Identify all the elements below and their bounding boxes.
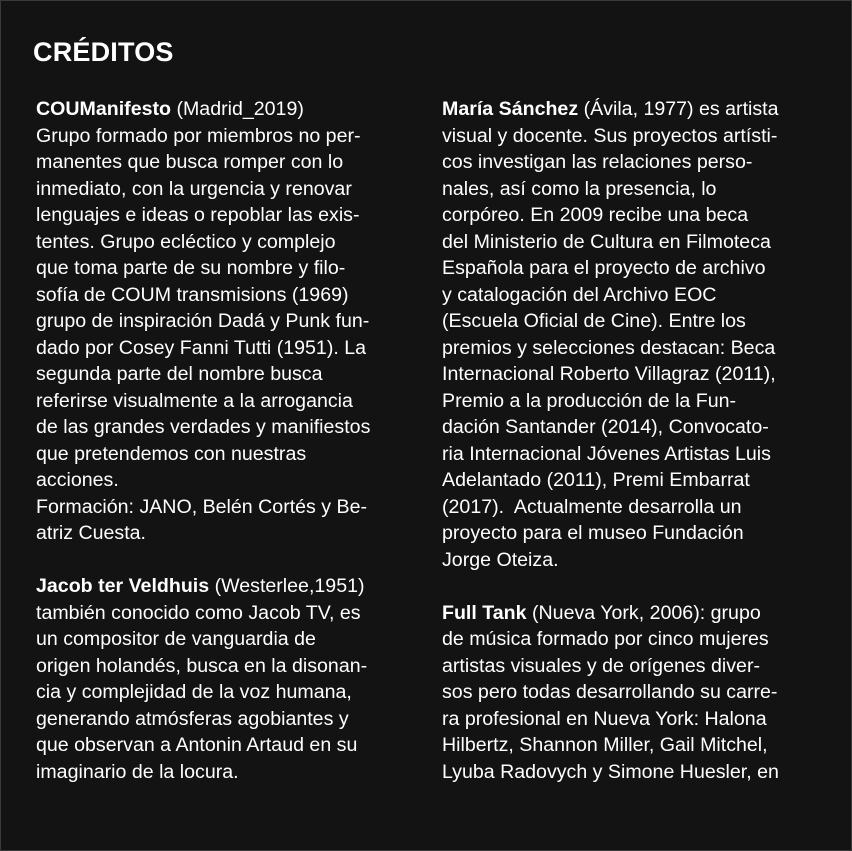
credit-text-line: y catalogación del Archivo EOC	[442, 283, 717, 306]
credit-text-line: sos pero todas desarrollando su carre-	[442, 681, 778, 703]
credit-text-line: del Ministerio de Cultura en Filmoteca	[442, 230, 771, 253]
credit-text-line: de música formado por cinco mujeres	[442, 628, 769, 650]
credit-first-line	[442, 600, 842, 627]
credit-text-line: premios y selecciones destacan: Beca	[442, 336, 776, 359]
credit-text-line: acciones.	[36, 469, 119, 491]
credit-text-line: Adelantado (2011), Premi Embarrat	[442, 469, 750, 491]
credit-text-line: que toma parte de su nombre y filo-	[36, 257, 346, 279]
credit-text-line: Internacional Roberto Villagraz (2011),	[442, 363, 776, 385]
credit-text-line: cia y complejidad de la voz humana,	[36, 681, 352, 703]
credit-text-line: Española para el proyecto de archivo	[442, 257, 766, 279]
credit-text-line: sofía de COUM transmisions (1969)	[36, 283, 349, 306]
credit-text: (Ávila, 1977) es artista	[578, 98, 779, 120]
credit-entry-full-tank	[442, 600, 842, 786]
credit-text-line: dado por Cosey Fanni Tutti (1951). La	[36, 336, 367, 359]
credit-text-line: corpóreo. En 2009 recibe una beca	[442, 204, 749, 226]
credit-text-line: Hilbertz, Shannon Miller, Gail Mitchel,	[442, 734, 768, 756]
credit-entry-jacob-ter-veldhuis	[36, 573, 426, 785]
credit-text-line: visual y docente. Sus proyectos artísti-	[442, 124, 778, 147]
credit-name: Jacob ter Veldhuis	[36, 575, 210, 597]
credit-text-line: segunda parte del nombre busca	[36, 363, 323, 385]
credit-text: (Westerlee,1951)	[209, 575, 365, 597]
credit-text-line: tentes. Grupo ecléctico y complejo	[36, 230, 336, 253]
credit-text: (Madrid_2019)	[171, 98, 304, 120]
credit-text-line: de las grandes verdades y manifiestos	[36, 416, 371, 438]
credit-text-line: referirse visualmente a la arrogancia	[36, 389, 353, 412]
credit-text-line: atriz Cuesta.	[36, 522, 146, 544]
credit-text-line: inmediato, con la urgencia y renovar	[36, 177, 352, 200]
credit-text-line: un compositor de vanguardia de	[36, 628, 316, 650]
credit-name: Full Tank	[442, 601, 527, 624]
credit-entry-maria-sanchez	[442, 96, 842, 573]
credit-text-line: dación Santander (2014), Convocato-	[442, 416, 769, 438]
credit-text-line: lenguajes e ideas o repoblar las exis-	[36, 204, 360, 226]
credit-text-line: que pretendemos con nuestras	[36, 442, 307, 465]
paragraph-gap	[36, 547, 426, 574]
credit-text-line: también conocido como Jacob TV, es	[36, 601, 361, 624]
credit-text-line: ria Internacional Jóvenes Artistas Luis	[442, 442, 771, 465]
paragraph-gap	[442, 573, 842, 600]
credit-text-line: Formación: JANO, Belén Cortés y Be-	[36, 495, 368, 518]
credit-text-line: Premio a la producción de la Fun-	[442, 389, 737, 412]
credit-text-line: (2017). Actualmente desarrolla un	[442, 495, 742, 518]
credit-text-line: origen holandés, busca en la disonan-	[36, 654, 368, 677]
credit-text-line: Lyuba Radovych y Simone Huesler, en	[442, 760, 779, 783]
credit-first-line	[36, 573, 426, 600]
credit-text-line: nales, así como la presencia, lo	[442, 177, 717, 200]
credit-text-line: Jorge Oteiza.	[442, 548, 559, 571]
credit-text-line: cos investigan las relaciones perso-	[442, 151, 753, 173]
credit-text-line: imaginario de la locura.	[36, 760, 239, 783]
credit-first-line	[36, 96, 426, 123]
credits-column-left	[36, 96, 426, 785]
credit-name: COUManifesto	[36, 98, 171, 120]
credit-text-line: generando atmósferas agobiantes y	[36, 707, 349, 730]
credit-text: (Nueva York, 2006): grupo	[526, 601, 761, 624]
credits-column-right	[442, 96, 842, 785]
credit-text-line: ra profesional en Nueva York: Halona	[442, 707, 767, 730]
credit-text-line: proyecto para el museo Fundación	[442, 522, 744, 544]
credit-text-line: Grupo formado por miembros no per-	[36, 124, 361, 147]
credit-text-line: grupo de inspiración Dadá y Punk fun-	[36, 310, 370, 332]
credit-text-line: artistas visuales y de orígenes diver-	[442, 654, 760, 677]
credit-name: María Sánchez	[442, 98, 579, 120]
credit-first-line	[442, 96, 842, 123]
credit-entry-coumanifesto	[36, 96, 426, 547]
credit-text-line: que observan a Antonin Artaud en su	[36, 734, 358, 756]
credit-text-line: (Escuela Oficial de Cine). Entre los	[442, 310, 746, 332]
page-title: CRÉDITOS	[33, 37, 174, 67]
credit-text-line: manentes que busca romper con lo	[36, 151, 344, 173]
